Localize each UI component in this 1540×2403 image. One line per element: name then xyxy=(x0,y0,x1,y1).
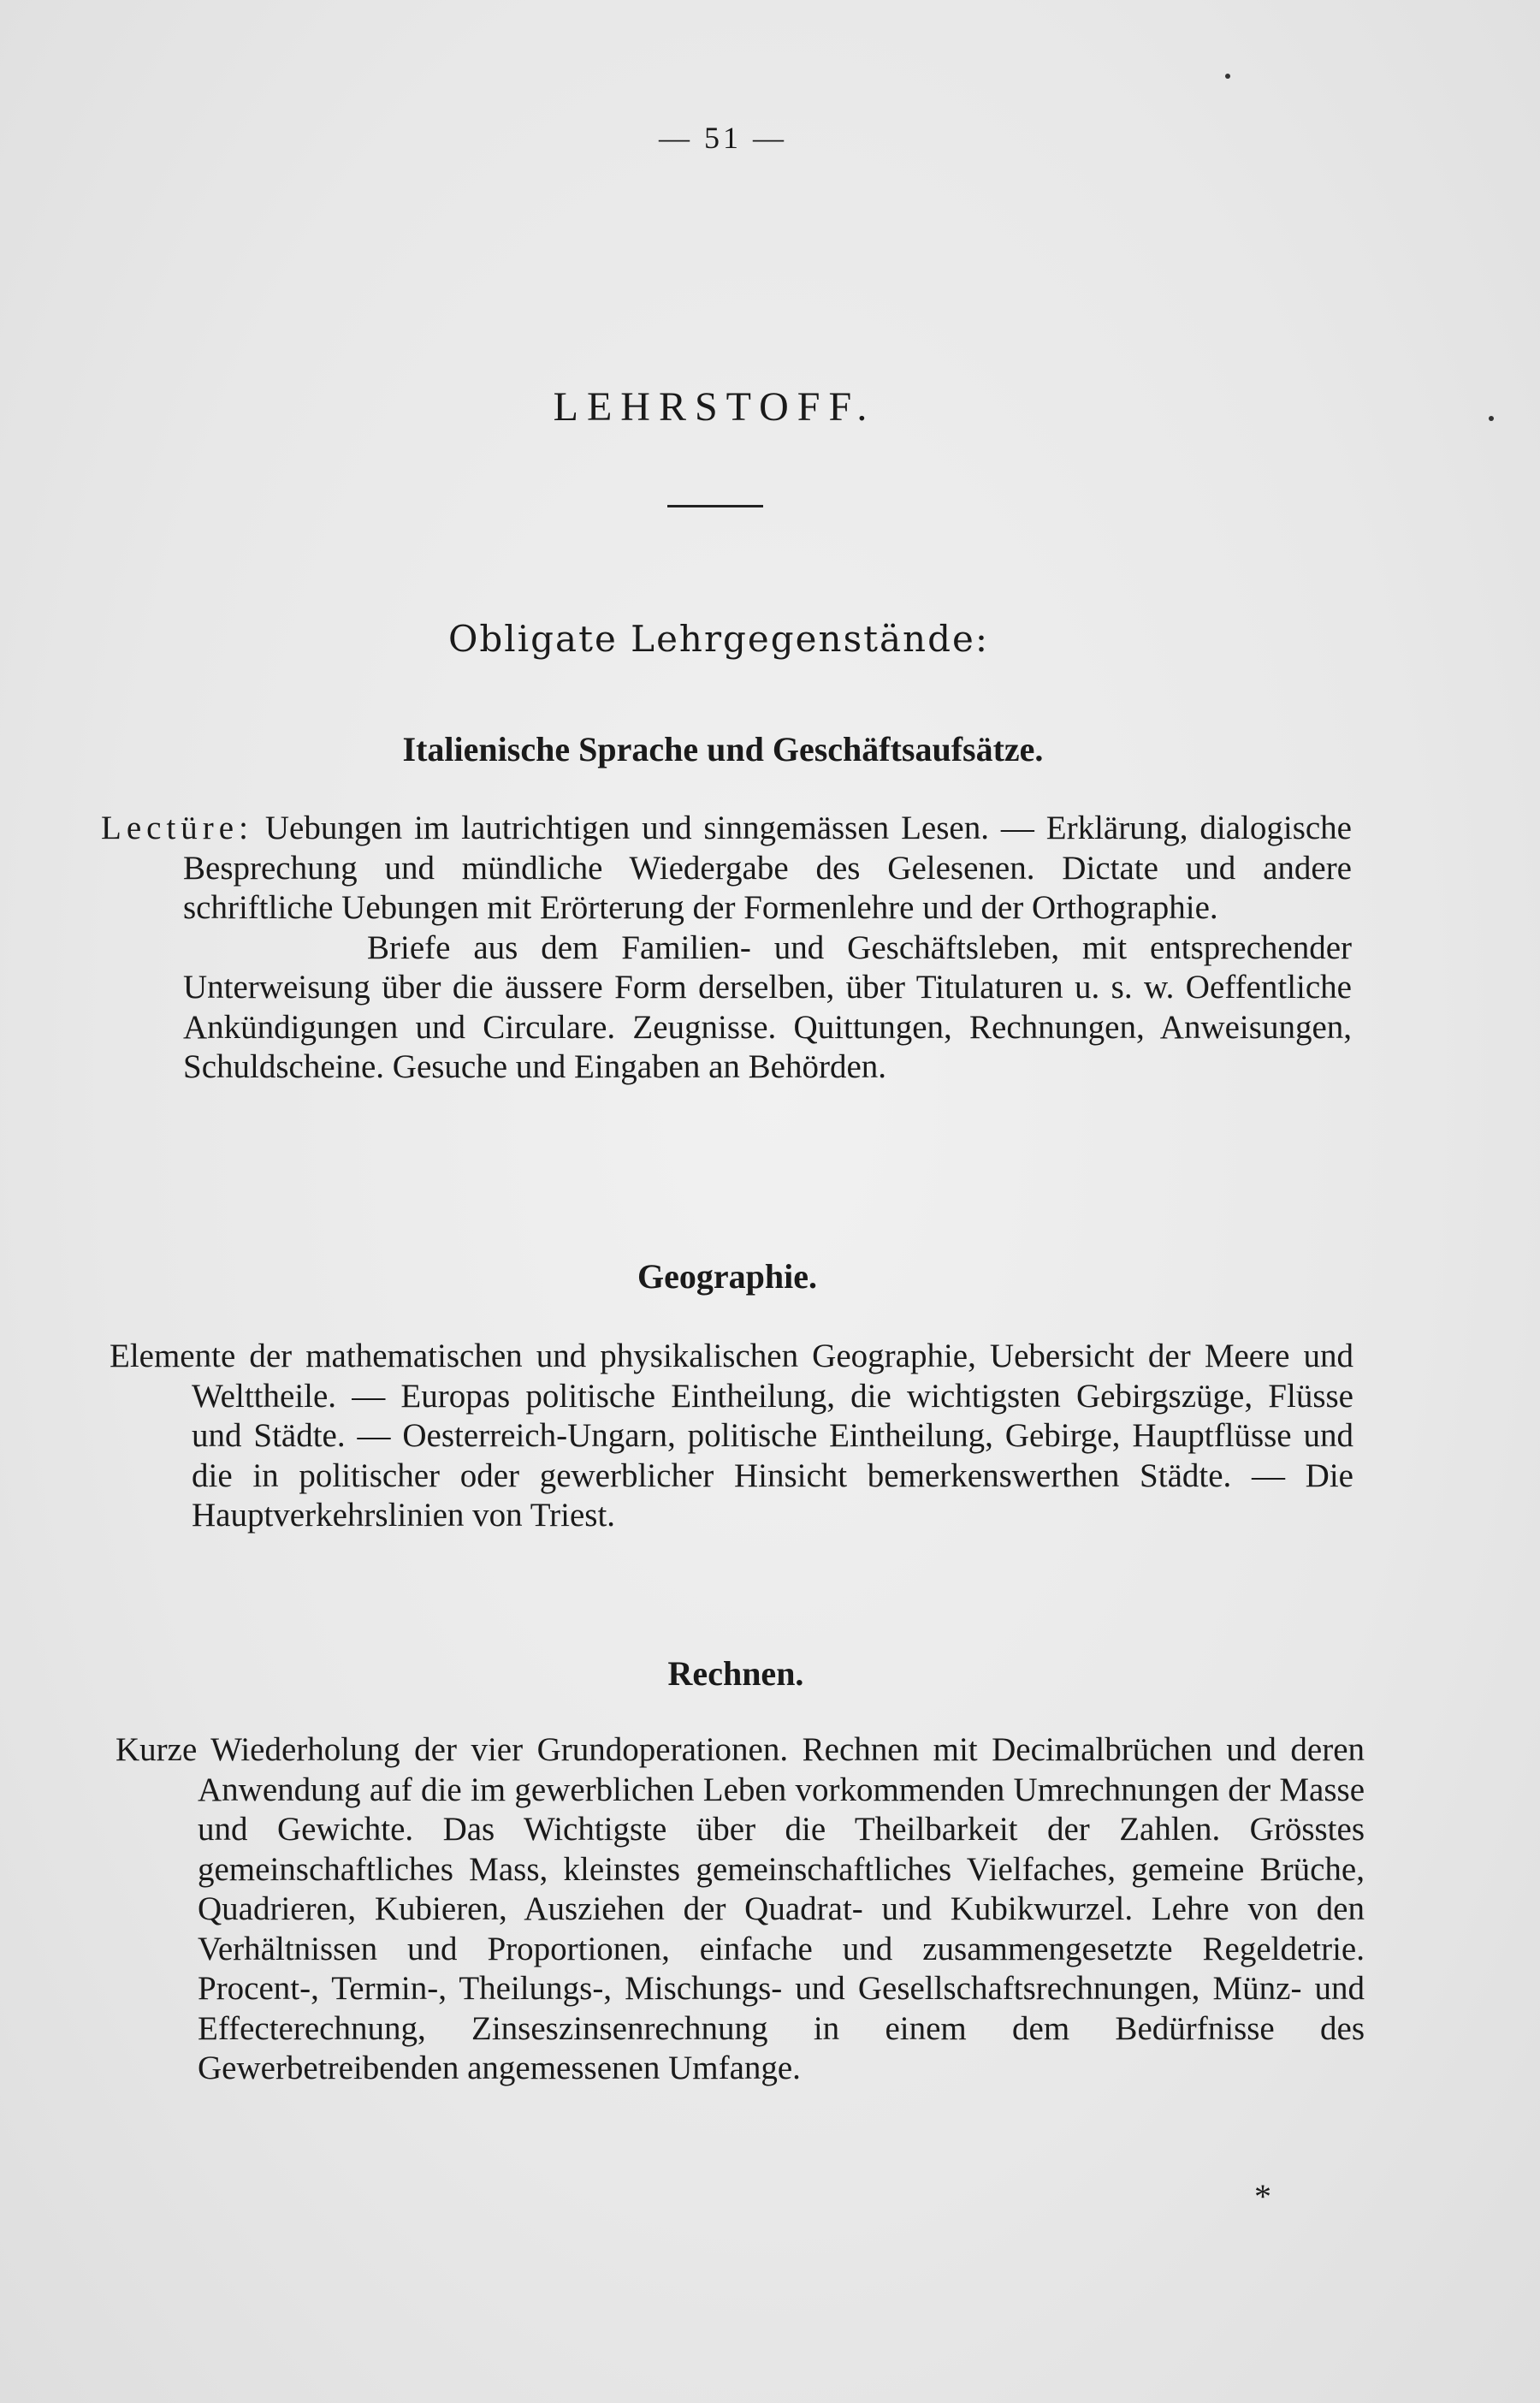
section-body-rechnen xyxy=(116,1730,1365,2089)
speck-mark xyxy=(1225,74,1230,79)
section-body-geography xyxy=(110,1337,1353,1536)
paragraph-lectuere xyxy=(101,809,1352,929)
footer-asterisk: * xyxy=(1254,2177,1271,2216)
section-heading-geography: Geographie. xyxy=(637,1257,817,1296)
lead-word: Lectüre: xyxy=(101,810,253,846)
paragraph-text: Uebungen im lautrichtigen und sinngemässen Lesen. — Erklärung, dialogische Besprechung und mündliche Wiedergabe des Gelesenen. Dictate und andere schriftliche Uebungen mit Erörterung der Formenlehre und der Orthographie. xyxy=(183,810,1352,926)
subtitle: Obligate Lehrgegenstände: xyxy=(447,618,989,660)
title-divider xyxy=(667,505,763,507)
page-title: LEHRSTOFF. xyxy=(553,384,876,430)
section-body-italian xyxy=(101,809,1352,1088)
paragraph-rechnen: Kurze Wiederholung der vier Grundoperationen. Rechnen mit Decimalbrüchen und deren Anwendung auf die im gewerblichen Leben vorkommenden Umrechnungen der Masse und Gewichte. Das Wichtigste über die Theilbarkeit der Zahlen. Grösstes gemeinschaftliches Mass, kleinstes gemeinschaftliches Vielfaches, gemeine Brüche, Quadrieren, Kubieren, Ausziehen der Quadrat- und Kubikwurzel. Lehre von den Verhältnissen und Proportionen, einfache und zusammengesetzte Regeldetrie. Procent-, Termin-, Theilungs-, Mischungs- und Gesellschaftsrechnungen, Münz- und Effecterechnung, Zinseszinsenrechnung in einem dem Bedürfnisse des Gewerbetreibenden angemessenen Umfange. xyxy=(116,1731,1365,2086)
paragraph-briefe: Briefe aus dem Familien- und Geschäftsleben, mit entsprechender Unterweisung über die äussere Form derselben, über Titulaturen u. s. w. Oeffentliche Ankündigungen und Circulare. Zeugnisse. Quittungen, Rechnungen, Anweisungen, Schuldscheine. Gesuche und Eingaben an Behörden. xyxy=(183,929,1352,1085)
page-number: — 51 — xyxy=(659,121,787,155)
section-heading-italian: Italienische Sprache und Geschäftsaufsätze. xyxy=(402,730,1044,768)
section-heading-rechnen: Rechnen. xyxy=(667,1654,804,1693)
paragraph-geography: Elemente der mathematischen und physikalischen Geographie, Uebersicht der Meere und Welttheile. — Europas politische Eintheilung, die wichtigsten Gebirgszüge, Flüsse und Städte. — Oesterreich-Ungarn, politische Eintheilung, Gebirge, Hauptflüsse und die in politischer oder gewerblicher Hinsicht bemerkenswerthen Städte. — Die Hauptverkehrslinien von Triest. xyxy=(110,1338,1353,1534)
speck-mark xyxy=(1489,416,1494,421)
